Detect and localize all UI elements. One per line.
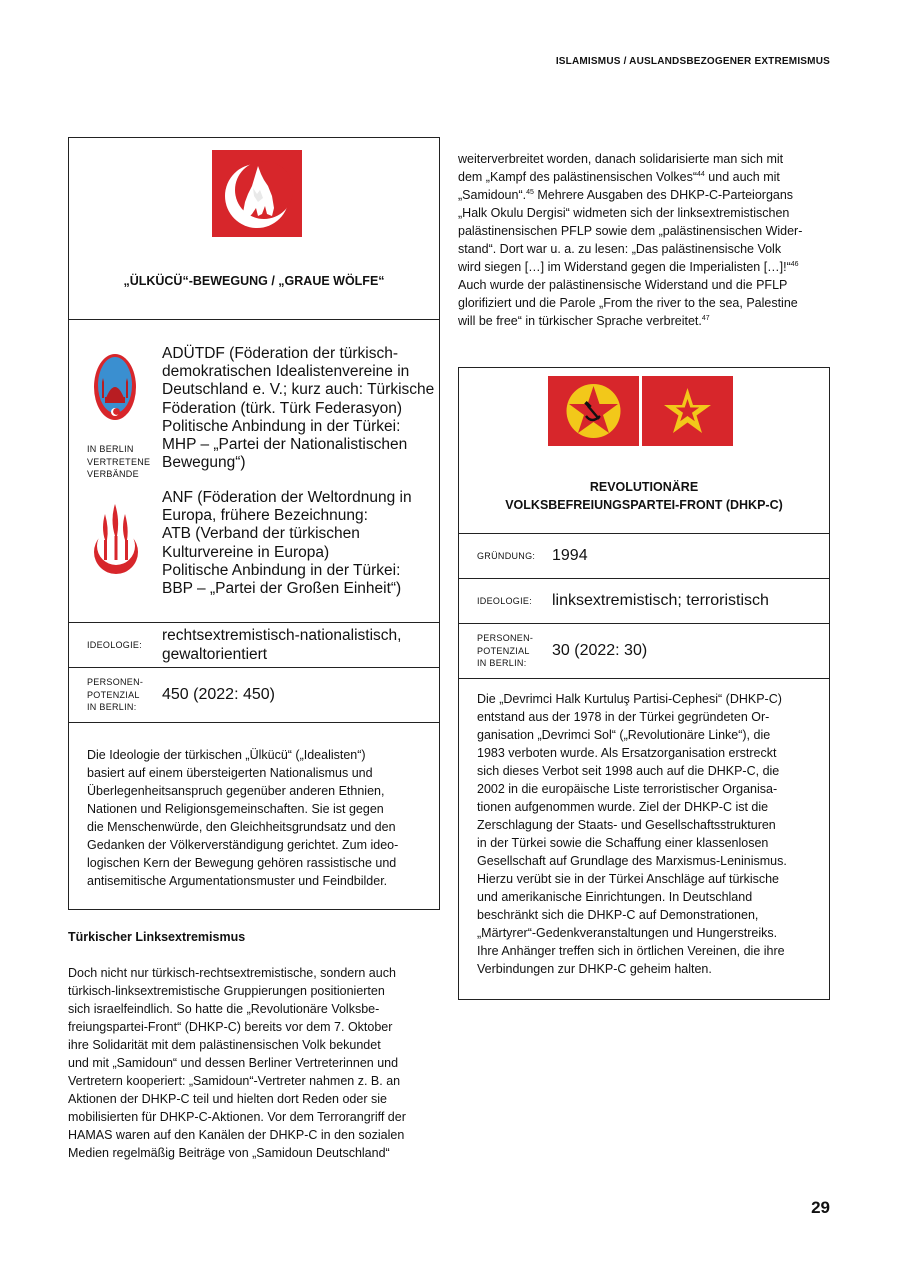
dhkpc-description: Die „Devrimci Halk Kurtuluş Partisi-Cephesi“ (DHKP-C) entstand aus der 1978 in der Türkei gegründeten Or- ganisation „Devrimci Sol“ („Revolutionäre Linke“), die 1983 verboten wurde. Als Ersatzorganisation erstreckt sich dieses Verbot seit 1998 auch auf die DHKP-C, die 2002 in die europäische Liste terroristischer Organisa- tionen aufgenommen wurde. Ziel der DHKP-C ist die Zerschlagung der Staats- und Gesellschaftsstrukturen in der Türkei sowie die Schaffung einer klassenlosen Gesellschaft auf Grundlage des Marxismus-Leninismus. Hierzu verübt sie in der Türkei Anschläge auf türkische und amerikanische Einrichtungen. In Deutschland beschränkt sich die DHKP-C auf Demonstrationen, „Märtyrer“-Gedenkveranstaltungen und Hungerstreiks. Ihre Anhänger treffen sich in örtlichen Vereinen, die ihre Verbindungen zur DHKP-C geheim halten. (477, 692, 787, 976)
ulkucu-ideology-row (69, 623, 439, 668)
ideology-value: linksextremistisch; terroristisch (552, 592, 769, 609)
persons-value: 450 (2022: 450) (162, 686, 275, 703)
grey-wolf-crescent-flag-icon (212, 150, 302, 237)
dhkpc-flag-star-hammer-sickle-icon (548, 376, 639, 446)
adutdf-crest-icon (93, 352, 137, 427)
dhkpc-ideology-row (459, 579, 829, 624)
right-paragraph: weiterverbreitet worden, danach solidarisierte man sich mit dem „Kampf des palästinensischen Volkes“$^{44}$ und auch mit „Samidoun“.$^{45}$ Mehrere Ausgaben des DHKP-C-Parteiorgans „Halk Okulu Dergisi“ widmeten sich der linksextremistischen palästinensischen PFLP sowie dem „palästinensischen Wider- stand“. Dort war u. a. zu lesen: „Das palästinensische Volk wird siegen […] im Widerstand gegen die Imperialisten […]!“$^{46}$ Auch wurde der palästinensische Widerstand und die PFLP glorifiziert und die Parole „From the river to the sea, Palestine will be free“ in türkischer Sprache verbreitet.$^{47}$ (458, 152, 803, 328)
dhkpc-header-cell (459, 368, 829, 534)
adutdf-description: ADÜTDF (Föderation der türkisch- demokratischen Idealistenvereine in Deutschland e. V.; kurz auch: Türkische Föderation (türk. Türk Federasyon) Politische Anbindung in der Türkei: MHP – „Partei der Nationalistischen Bewegung“) (162, 345, 435, 472)
associations-label: IN BERLIN VERTRETENE VERBÄNDE (87, 444, 151, 479)
ulkucu-persons-row (69, 668, 439, 723)
footnote-46: 46 (790, 260, 799, 268)
section-header: ISLAMISMUS / AUSLANDSBEZOGENER EXTREMISMUS (555, 56, 830, 67)
dhkpc-title: REVOLUTIONÄRE VOLKSBEFREIUNGSPARTEI-FRONT (DHKP-C) (505, 480, 783, 512)
ulkucu-description: Die Ideologie der türkischen „Ülkücü“ („Idealisten“) basiert auf einem übersteigerten Nationalismus und Überlegenheitsanspruch gegenüber anderen Ethnien, Nationen und Religionsgemeinschaften. Sie ist gegen die Menschenwürde, den Gleichheitsgrundsatz und den Gedanken der Völkerverständigung gerichtet. Zum ideo- logischen Kern der Bewegung gehören rassistische und antisemitische Argumentationsmuster und Feindbilder. (87, 748, 399, 888)
ideology-label: IDEOLOGIE: (477, 596, 533, 606)
footnote-44: 44 (697, 170, 705, 178)
dhkpc-flag-star-icon (642, 376, 733, 446)
ulkucu-info-box (68, 137, 440, 910)
ulkucu-header-cell (69, 138, 439, 320)
left-subheading: Türkischer Linksextremismus (68, 930, 246, 944)
dhkpc-founding-row (459, 534, 829, 579)
persons-value: 30 (2022: 30) (552, 642, 648, 659)
footnote-47: 47 (701, 314, 710, 322)
anf-description: ANF (Föderation der Weltordnung in Europa, frühere Bezeichnung: ATB (Verband der türkischen Kulturvereine in Europa) Politische Anbindung in der Türkei: BBP – „Partei der Großen Einheit“) (162, 489, 412, 598)
associations-row (69, 320, 439, 623)
dhkpc-persons-row (459, 624, 829, 679)
footnote-45: 45 (526, 188, 534, 196)
ulkucu-title: „ÜLKÜCÜ“-BEWEGUNG / „GRAUE WÖLFE“ (123, 274, 385, 288)
persons-label: PERSONEN- POTENZIAL IN BERLIN: (87, 677, 144, 712)
dhkpc-info-box (458, 367, 830, 1000)
persons-label: PERSONEN- POTENZIAL IN BERLIN: (477, 633, 534, 668)
ideology-label: IDEOLOGIE: (87, 640, 143, 650)
anf-crescents-icon (91, 500, 141, 585)
page-number: 29 (811, 1198, 830, 1217)
founding-label: GRÜNDUNG: (477, 551, 536, 561)
left-paragraph: Doch nicht nur türkisch-rechtsextremistische, sondern auch türkisch-linksextremistische Gruppierungen positionierten sich israelfeindlich. So hatte die „Revolutionäre Volksbe- freiungspartei-Front“ (DHKP-C) bereits vor dem 7. Oktober ihre Solidarität mit dem palästinensischen Volk bekundet und mit „Samidoun“ und dessen Berliner Vertreterinnen und Vertretern kooperiert: „Samidoun“-Vertreter nahmen z. B. an Aktionen der DHKP-C teil und hielten dort Reden oder sie mobilisierten für DHKP-C-Aktionen. Vor dem Terrorangriff der HAMAS waren auf den Kanälen der DHKP-C in den sozialen Medien regelmäßig Beiträge von „Samidoun Deutschland“ (68, 966, 406, 1160)
ideology-value: rechtsextremistisch-nationalistisch, gewaltorientiert (162, 627, 402, 663)
founding-value: 1994 (552, 547, 588, 564)
